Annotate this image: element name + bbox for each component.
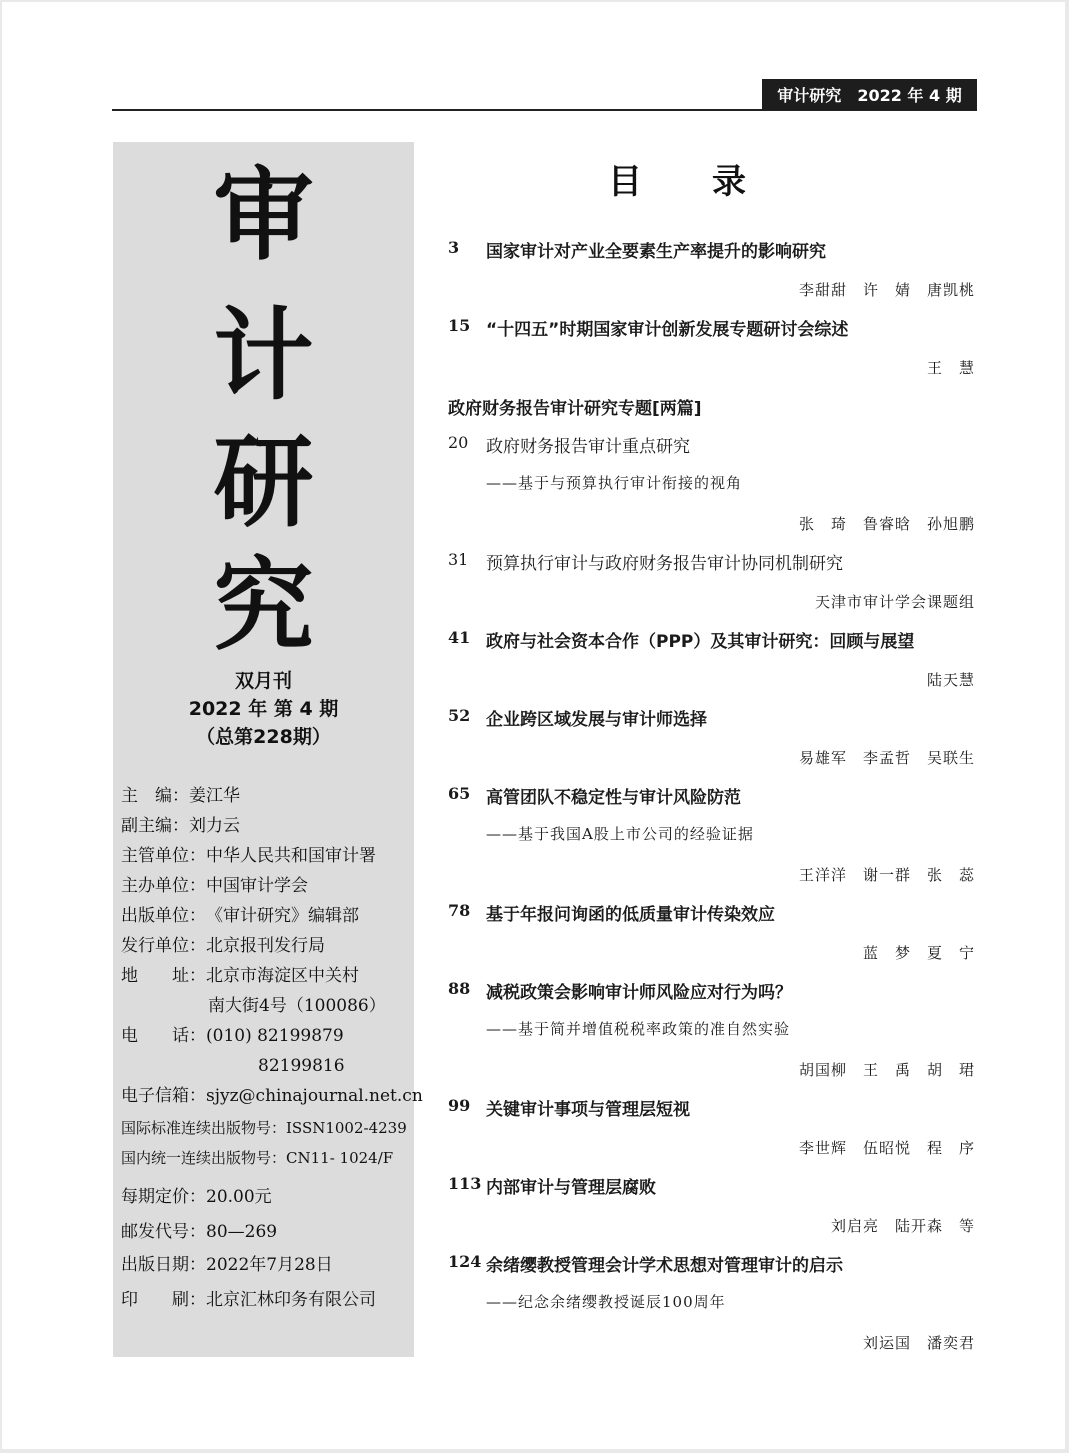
info-key: 主管单位： [121, 846, 206, 866]
header-journal-name: 审计研究 [777, 86, 842, 105]
info-row [121, 1148, 393, 1168]
total-issue-label: （总第228期） [196, 726, 331, 748]
toc-article-title[interactable]: 基于年报问询函的低质量审计传染效应 [486, 905, 775, 925]
info-value: (010) 82199879 [206, 1026, 344, 1046]
toc-article-authors: 胡国柳 王 禹 胡 珺 [798, 1061, 975, 1079]
info-key: 主 编： [121, 786, 189, 806]
info-value: 《审计研究》编辑部 [206, 906, 359, 926]
info-key: 主办单位： [121, 876, 206, 896]
info-value: 20.00元 [206, 1187, 272, 1207]
toc-article-title[interactable]: 企业跨区域发展与审计师选择 [486, 710, 707, 730]
toc-page-number: 15 [448, 316, 471, 335]
info-key: 邮发代号： [121, 1222, 206, 1242]
info-row [121, 906, 359, 926]
toc-page-number: 88 [448, 979, 471, 998]
journal-page [2, 2, 1065, 1449]
toc-page-number: 52 [448, 706, 471, 725]
info-key: 副主编： [121, 816, 189, 836]
toc-page-number: 3 [448, 238, 460, 257]
toc-article-authors: 刘运国 潘奕君 [862, 1334, 975, 1352]
info-key: 电子信箱： [121, 1086, 206, 1106]
info-key: 地 址： [121, 966, 206, 986]
info-value: 北京报刊发行局 [206, 936, 325, 956]
info-key: 出版日期： [121, 1255, 206, 1275]
toc-page-number: 99 [448, 1096, 471, 1115]
toc-article-authors: 蓝 梦 夏 宁 [862, 944, 975, 962]
info-row [121, 1222, 277, 1242]
info-value: 刘力云 [189, 816, 240, 836]
info-key: 印 刷： [121, 1290, 206, 1310]
toc-article-title[interactable]: 政府财务报告审计重点研究 [486, 437, 690, 457]
calligraphy-char: 计 [213, 296, 314, 414]
info-row [121, 786, 240, 806]
info-value: 中华人民共和国审计署 [206, 846, 376, 866]
info-row [121, 1255, 333, 1275]
info-value: 2022年7月28日 [206, 1255, 333, 1275]
toc-article-title[interactable]: 高管团队不稳定性与审计风险防范 [486, 788, 741, 808]
toc-article-title[interactable]: 预算执行审计与政府财务报告审计协同机制研究 [486, 554, 843, 574]
info-row [121, 966, 359, 986]
toc-article-title[interactable]: 政府与社会资本合作（PPP）及其审计研究：回顾与展望 [486, 632, 915, 652]
toc-article-authors: 王洋洋 谢一群 张 蕊 [798, 866, 975, 884]
toc-article-title[interactable]: 内部审计与管理层腐败 [486, 1178, 656, 1198]
frequency-label: 双月刊 [234, 670, 292, 692]
cover-sidebar [113, 142, 423, 1357]
toc-article-title[interactable]: 国家审计对产业全要素生产率提升的影响研究 [486, 242, 826, 262]
toc-article-authors: 易雄军 李孟哲 吴联生 [798, 749, 975, 767]
toc-article-authors: 陆天慧 [926, 671, 975, 689]
info-value: 北京市海淀区中关村 [206, 966, 359, 986]
info-row [121, 816, 240, 836]
calligraphy-char: 研 [213, 423, 314, 541]
header-issue: 2022 年 4 期 [857, 86, 962, 105]
info-value: 82199816 [258, 1056, 345, 1076]
info-row [121, 936, 325, 956]
toc-article-authors: 天津市审计学会课题组 [814, 593, 975, 611]
info-row [121, 876, 308, 896]
info-value: 北京汇林印务有限公司 [206, 1290, 376, 1310]
toc-article-authors: 李世辉 伍昭悦 程 序 [798, 1139, 975, 1157]
toc-article-subtitle: ——基于与预算执行审计衔接的视角 [486, 474, 743, 492]
toc-article-title[interactable]: 减税政策会影响审计师风险应对行为吗？ [486, 983, 792, 1003]
toc-page-number: 78 [448, 901, 471, 920]
toc-article-authors: 王 慧 [926, 359, 975, 377]
toc-page-number: 41 [448, 628, 471, 647]
toc-title: 目录 [608, 162, 816, 202]
toc-article-authors: 张 琦 鲁睿晗 孙旭鹏 [798, 515, 975, 533]
toc-article-authors: 李甜甜 许 婧 唐凯桃 [798, 281, 975, 299]
info-key: 发行单位： [121, 936, 206, 956]
info-value: 姜江华 [189, 786, 240, 806]
calligraphy-char: 究 [213, 546, 314, 664]
info-value: 南大街4号（100086） [208, 996, 386, 1016]
issue-label: 2022 年 第 4 期 [188, 698, 339, 720]
toc-article-subtitle: ——基于简并增值税税率政策的准自然实验 [486, 1020, 791, 1038]
toc-section-heading: 政府财务报告审计研究专题[两篇] [448, 399, 702, 419]
info-row [208, 996, 386, 1016]
toc-article-authors: 刘启亮 陆开森 等 [830, 1217, 975, 1235]
info-row [121, 846, 376, 866]
toc-page-number: 20 [448, 433, 469, 452]
info-key: 电 话： [121, 1026, 206, 1046]
toc-article-subtitle: ——纪念余绪缨教授诞辰100周年 [486, 1293, 726, 1311]
info-row [258, 1056, 345, 1076]
info-row [121, 1118, 407, 1138]
toc-article-title[interactable]: “十四五”时期国家审计创新发展专题研讨会综述 [486, 320, 849, 340]
info-row [121, 1290, 376, 1310]
issue-block [113, 667, 414, 751]
info-key: 每期定价： [121, 1187, 206, 1207]
header-badge [762, 79, 977, 110]
info-row [121, 1086, 423, 1106]
toc-article-title[interactable]: 余绪缨教授管理会计学术思想对管理审计的启示 [486, 1256, 843, 1276]
info-value: 80—269 [206, 1222, 278, 1242]
info-value: 国际标准连续出版物号：ISSN1002-4239 [121, 1119, 407, 1137]
toc-page-number: 113 [448, 1174, 482, 1193]
calligraphy-char: 审 [213, 156, 314, 274]
toc-page-number: 65 [448, 784, 471, 803]
toc-article-subtitle: ——基于我国A股上市公司的经验证据 [486, 825, 754, 843]
info-row [121, 1187, 272, 1207]
info-value: 中国审计学会 [206, 876, 308, 896]
info-row [121, 1026, 344, 1046]
toc-page-number: 124 [448, 1252, 482, 1271]
toc-article-title[interactable]: 关键审计事项与管理层短视 [486, 1100, 690, 1120]
toc-page-number: 31 [448, 550, 469, 569]
info-key: 出版单位： [121, 906, 206, 926]
info-value: sjyz@chinajournal.net.cn [206, 1086, 423, 1106]
info-value: 国内统一连续出版物号：CN11- 1024/F [121, 1149, 394, 1167]
